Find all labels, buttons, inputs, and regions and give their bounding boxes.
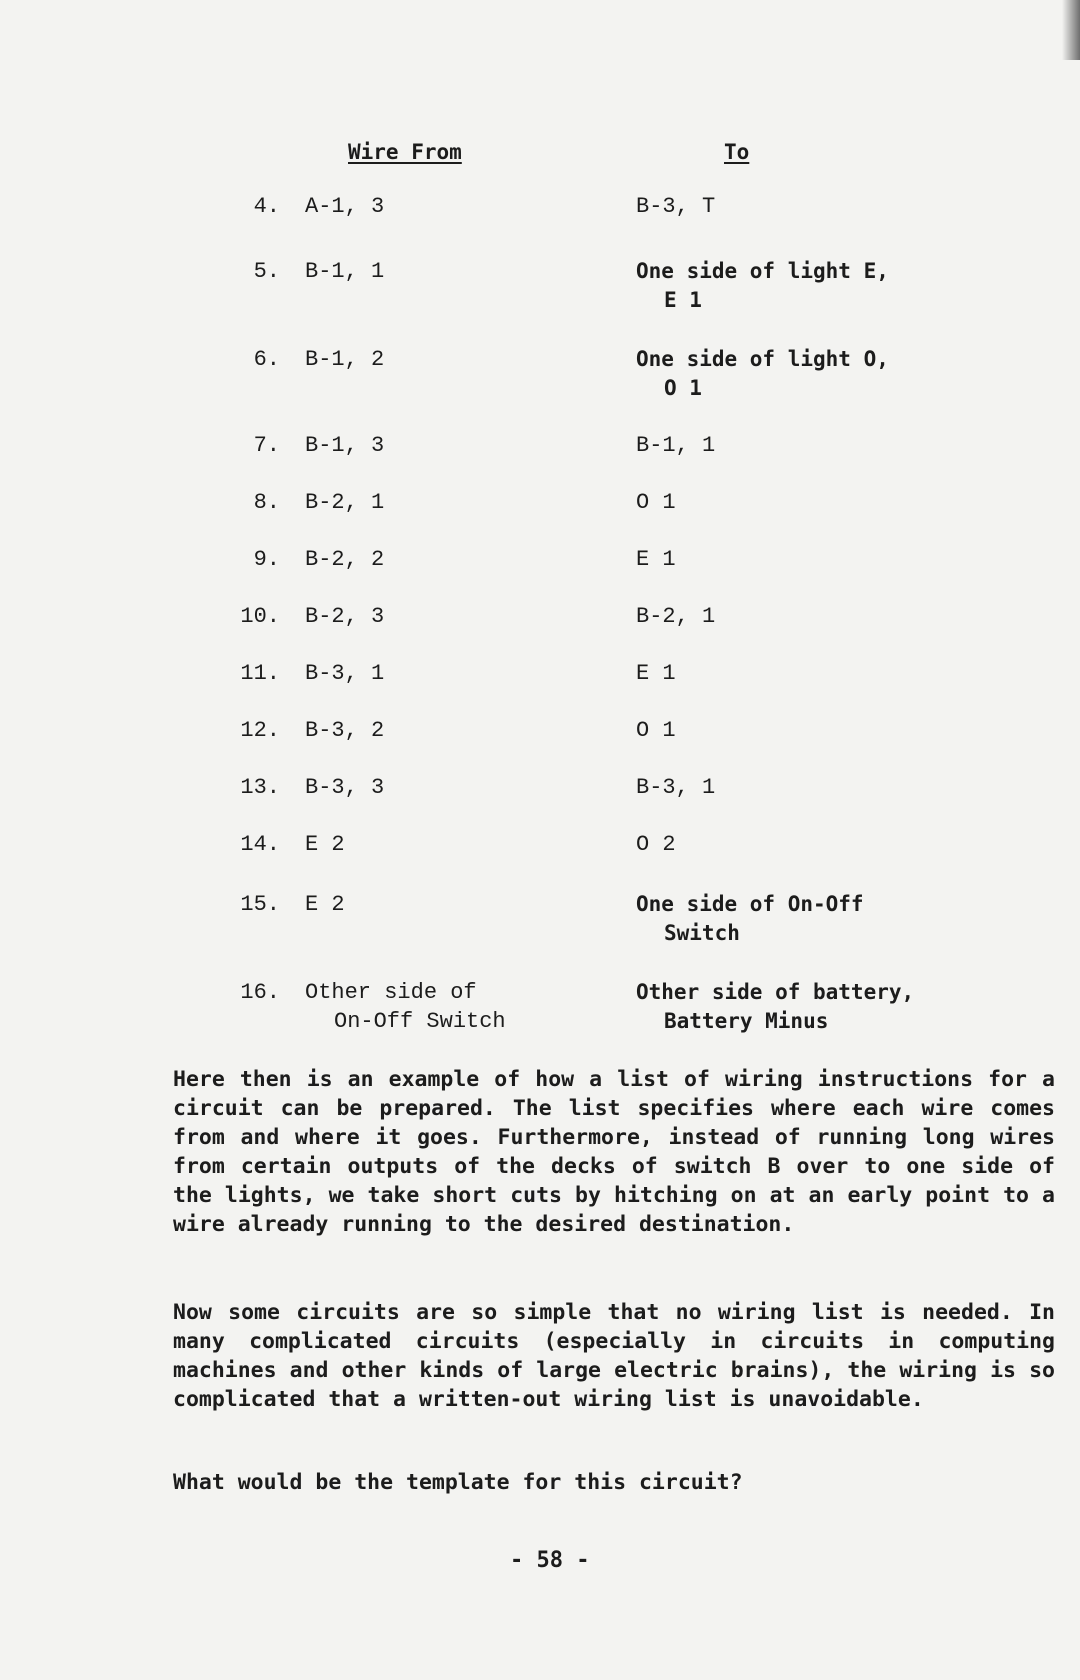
row-to <box>636 257 889 315</box>
row-from: B-2, 2 <box>305 547 385 572</box>
row-to: B-2, 1 <box>636 604 716 629</box>
row-number: 8. <box>253 490 280 515</box>
row-to: E 1 <box>636 547 676 572</box>
page-edge-shadow <box>1062 0 1080 60</box>
paragraph-wiring-list: Now some circuits are so simple that no wiring list is needed. In many complicated circuits (especially in circuits in computing machines and other kinds of large electric brains), the wiring is so complicated that a written-out wiring list is unavoidable. <box>173 1300 1055 1412</box>
row-to <box>636 978 914 1036</box>
page-number: - 58 - <box>510 1548 590 1573</box>
row-from: E 2 <box>305 832 345 857</box>
row-from: B-1, 1 <box>305 259 385 284</box>
row-to: O 1 <box>636 718 676 743</box>
row-number: 14. <box>240 832 280 857</box>
row-number: 7. <box>253 433 280 458</box>
row-to-line2: E 1 <box>664 288 702 312</box>
row-to: O 2 <box>636 832 676 857</box>
row-number: 6. <box>253 347 280 372</box>
row-from-line2: On-Off Switch <box>334 1009 506 1034</box>
row-to-line1: One side of light E, <box>636 259 889 283</box>
row-number: 12. <box>240 718 280 743</box>
row-from: B-2, 1 <box>305 490 385 515</box>
row-from <box>305 978 506 1036</box>
header-to: To <box>724 140 750 164</box>
row-from: B-1, 3 <box>305 433 385 458</box>
row-number: 10. <box>240 604 280 629</box>
row-to-line1: One side of On-Off <box>636 892 864 916</box>
row-to: E 1 <box>636 661 676 686</box>
row-to-line1: One side of light O, <box>636 347 889 371</box>
row-number: 4. <box>253 194 280 219</box>
header-wire-from: Wire From <box>348 140 462 164</box>
row-from: B-3, 1 <box>305 661 385 686</box>
row-to: B-3, 1 <box>636 775 716 800</box>
paragraph-example: Here then is an example of how a list of wiring instructions for a circuit can be prepared. The list specifies where each wire comes from and where it goes. Furthermore, instead of running long wires from certain outputs of the decks of switch B over to one side of the lights, we take short cuts by hitching on at an early point to a wire already running to the desired destination. <box>173 1067 1055 1237</box>
row-to-line2: Battery Minus <box>664 1009 829 1033</box>
row-number: 11. <box>240 661 280 686</box>
row-to-line2: O 1 <box>664 376 702 400</box>
row-to-line1: Other side of battery, <box>636 980 915 1004</box>
row-to <box>636 890 864 948</box>
row-to: B-3, T <box>636 194 716 219</box>
row-to-line2: Switch <box>664 921 740 945</box>
row-from: B-2, 3 <box>305 604 385 629</box>
row-from: B-1, 2 <box>305 347 385 372</box>
question-text: What would be the template for this circuit? <box>173 1470 743 1495</box>
row-number: 5. <box>253 259 280 284</box>
row-number: 13. <box>240 775 280 800</box>
row-from: E 2 <box>305 892 345 917</box>
row-number: 15. <box>240 892 280 917</box>
row-to <box>636 345 889 403</box>
row-to: O 1 <box>636 490 676 515</box>
row-to: B-1, 1 <box>636 433 716 458</box>
row-from: B-3, 3 <box>305 775 385 800</box>
row-number: 16. <box>240 980 280 1005</box>
row-from-line1: Other side of <box>305 980 477 1005</box>
row-from: A-1, 3 <box>305 194 385 219</box>
row-from: B-3, 2 <box>305 718 385 743</box>
row-number: 9. <box>253 547 280 572</box>
